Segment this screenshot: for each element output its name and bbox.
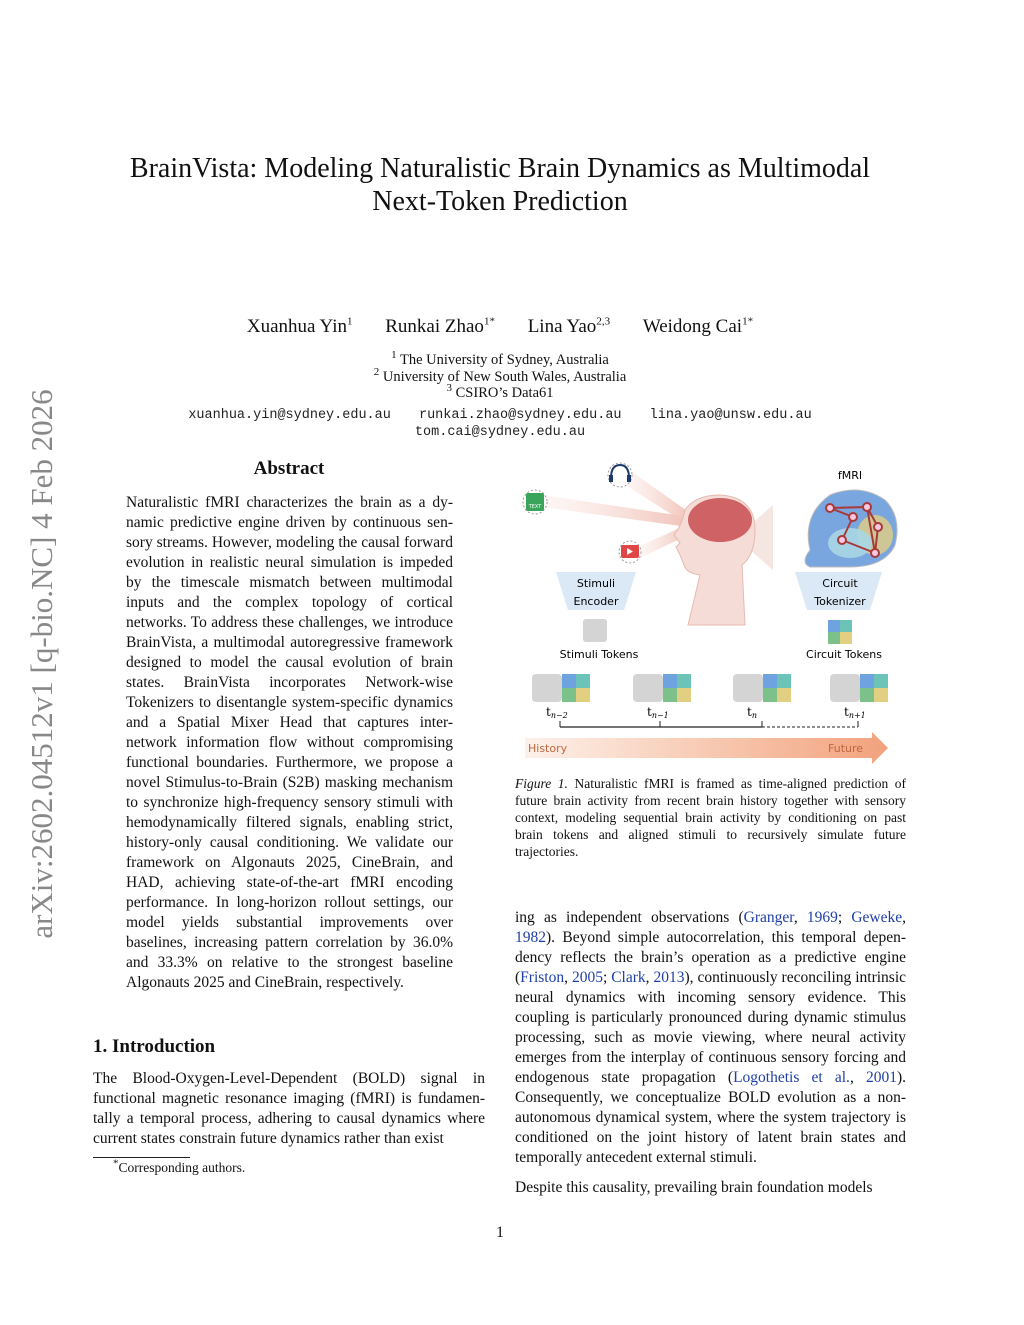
brain-icon <box>688 498 752 542</box>
stimuli-token <box>583 619 607 642</box>
circuit-token-cell <box>874 674 888 688</box>
circuit-token-cell <box>576 688 590 702</box>
arxiv-identifier: arXiv:2602.04512v1 [q-bio.NC] 4 Feb 2026 <box>24 389 59 939</box>
citation-link[interactable]: 2005 <box>571 969 603 986</box>
circuit-token-cell <box>763 688 777 702</box>
text-segment: , <box>645 969 654 986</box>
footnote-mark: * <box>113 1157 119 1170</box>
text-segment: , <box>564 969 572 986</box>
citation-link[interactable]: 2001 <box>865 1069 897 1086</box>
stimuli-token <box>633 674 663 702</box>
svg-text:TEXT: TEXT <box>528 504 542 510</box>
circuit-tokenizer <box>795 572 882 610</box>
token-pair <box>532 674 590 720</box>
emails <box>0 407 1000 441</box>
title-line-2: Next-Token Prediction <box>372 186 628 217</box>
text-segment: , <box>793 909 807 926</box>
circuit-token-cell <box>860 688 874 702</box>
stimuli-token <box>830 674 860 702</box>
affiliation-text: CSIRO’s Data61 <box>455 385 554 401</box>
affiliation-sup: 2 <box>373 365 380 378</box>
footnote-rule <box>93 1157 190 1158</box>
citation-link[interactable]: Clark <box>611 969 646 986</box>
stimuli-encoder <box>556 572 636 610</box>
abstract-text: Naturalistic fMRI characterizes the brain as a dynamic predictive engine driven by continuous sensory streams. However, modeling the causal forward evolution in realistic neural simulation is impeded by the timescale mismatch between multimodal inputs and the complex topology of cortical networks. To address these challenges, we introduce BrainVista, a multimodal autoregressive framework designed to model the causal evolution of brain states. BrainVista incorporates Network-wise Tokenizers to disentangle system-specific dynamics and a Spatial Mixer Head that captures inter-network information flow without compromising functional boundaries. Furthermore, we propose a novel Stimulus-to-Brain (S2B) masking mechanism to synchronize high-frequency sensory stimuli with hemodynamically filtered signals, enabling strict, history-only causal conditioning. We validate our framework on Algonauts 2025, CineBrain, and HAD, achieving state-of-the-art fMRI encoding performance. In long-horizon rollout settings, our model yields substantial improvements over baselines, increasing pattern correlation by 36.0% and 33.3% on relative to the strongest baseline Algonauts 2025 and CineBrain, respectively. <box>126 494 453 991</box>
author-name: Runkai Zhao <box>385 316 484 337</box>
timestep-subscript: n−2 <box>550 711 568 720</box>
author-sup: 1* <box>742 315 754 328</box>
author-list <box>0 316 1000 338</box>
author-sup: 1 <box>347 315 353 328</box>
title-line-1: BrainVista: Modeling Naturalistic Brain Dynamics as Multimodal <box>129 153 871 184</box>
svg-text:Encoder: Encoder <box>573 595 619 608</box>
affiliation <box>0 365 1000 386</box>
email[interactable]: tom.cai@sydney.edu.au <box>414 425 586 440</box>
circuit-token <box>828 620 852 644</box>
svg-text:fMRI: fMRI <box>837 469 863 482</box>
svg-text:Future: Future <box>828 742 864 755</box>
author-sup: 2,3 <box>596 315 611 328</box>
circuit-token-cell <box>663 688 677 702</box>
citation-link[interactable]: Friston <box>520 969 565 986</box>
citation-link[interactable]: 2013 <box>653 969 685 986</box>
author <box>528 316 610 337</box>
page-number: 1 <box>496 1224 504 1241</box>
affiliation-text: The University of Sydney, Australia <box>400 352 609 368</box>
circuit-token-cell <box>677 688 691 702</box>
footnote-text: Corresponding authors. <box>118 1160 246 1175</box>
circuit-token-cell <box>874 688 888 702</box>
timestep-subscript: n+1 <box>848 711 866 720</box>
left-column <box>93 457 485 1176</box>
affiliation <box>0 349 1000 369</box>
author <box>247 316 353 337</box>
text-segment: ing as independent observations ( <box>515 909 744 926</box>
affiliations <box>0 349 1000 402</box>
timestep-label: tn <box>747 705 757 720</box>
text-icon <box>523 490 547 514</box>
abstract-heading: Abstract <box>253 458 325 479</box>
circuit-token-cell <box>777 674 791 688</box>
timestep-label: tn−1 <box>647 705 669 720</box>
timestep-subscript: n <box>751 711 757 720</box>
timestep-label: tn+1 <box>844 705 866 720</box>
headphones-icon <box>608 463 632 487</box>
history-future-arrow <box>525 732 888 764</box>
figure-1 <box>510 455 910 765</box>
author-name: Xuanhua Yin <box>246 316 347 337</box>
citation-link[interactable]: Granger <box>743 909 794 926</box>
affiliation-sup: 1 <box>391 349 397 362</box>
author <box>643 316 753 337</box>
stimuli-token <box>532 674 562 702</box>
author-name: Lina Yao <box>527 316 597 337</box>
token-pair <box>830 674 888 720</box>
svg-text:Stimuli: Stimuli <box>576 577 616 590</box>
circuit-token-cell <box>562 688 576 702</box>
text-segment: , <box>849 1069 866 1086</box>
email[interactable]: runkai.zhao@sydney.edu.au <box>418 408 622 423</box>
introduction-paragraph-2: Despite this causality, prevailing brain foundation models <box>515 1179 873 1196</box>
figure-caption <box>515 775 906 860</box>
citation-link[interactable]: 1969 <box>806 909 838 926</box>
affiliation-sup: 3 <box>446 382 452 395</box>
timestep-subscript: n−1 <box>651 711 669 720</box>
token-pair <box>733 674 791 720</box>
paper-title <box>0 152 1000 218</box>
circuit-token-cell <box>763 674 777 688</box>
timestep-label: tn−2 <box>546 705 568 720</box>
affiliation-text: University of New South Wales, Australia <box>382 368 627 385</box>
text-segment: ; <box>837 909 852 926</box>
introduction-text: The Blood-Oxygen-Level-Dependent (BOLD) signal in functional magnetic resonance imaging (fMRI) is fundamentally a temporal process, adhering to causal dynamics where current states constrain future dynamics rather than exist <box>93 1070 485 1147</box>
head-illustration <box>674 495 755 625</box>
affiliation <box>0 382 1000 402</box>
fmri-brain <box>805 469 897 567</box>
circuit-token-cell <box>777 688 791 702</box>
stimuli-tokens-label: Stimuli Tokens <box>559 648 639 661</box>
svg-text:Circuit: Circuit <box>822 577 858 590</box>
stimuli-token <box>733 674 763 702</box>
text-segment: ), continuously reconciling intrinsic neural dynamics with incoming sensory evidence. This coupling is particularly pronounced during dynamic stimulus processing, such as movie viewing, where neural activity emerges from the interplay of continuous sensory forcing and endogenous state propagation ( <box>515 969 907 1086</box>
circuit-token-cell <box>677 674 691 688</box>
caption-text: Naturalistic fMRI is framed as time-aligned prediction of future brain activity from recent brain history together with sensory context, modeling sequential brain activity by conditioning on past brain tokens and aligned stimuli to recursively simulate future trajectories. <box>515 776 906 859</box>
timeline <box>560 721 858 727</box>
text-segment: ). Consequently, we conceptualize BOLD evolution as a non-autonomous dynamical system, where the system trajectory is conditioned on the joint history of latent brain states and temporally antecedent external stimuli. <box>515 1069 907 1166</box>
email[interactable]: lina.yao@unsw.edu.au <box>649 408 812 423</box>
citation-link[interactable]: 1982 <box>515 929 546 946</box>
author-sup: 1* <box>483 315 495 328</box>
email[interactable]: xuanhua.yin@sydney.edu.au <box>188 408 391 423</box>
caption-label: Figure 1. <box>515 776 568 791</box>
introduction-heading: 1. Introduction <box>93 1036 216 1057</box>
circuit-token-cell <box>663 674 677 688</box>
svg-text:Tokenizer: Tokenizer <box>814 595 866 608</box>
token-pair <box>633 674 691 720</box>
author <box>385 316 495 337</box>
circuit-tokens-label: Circuit Tokens <box>806 648 882 661</box>
citation-link[interactable]: Geweke <box>851 909 903 926</box>
video-icon <box>619 541 641 563</box>
text-segment: ). Beyond simple autocorrelation, this temporal dependency reflects the brain’s operation as a predictive engine ( <box>515 929 906 986</box>
text-segment: , <box>902 909 906 926</box>
circuit-token-cell <box>860 674 874 688</box>
svg-text:History: History <box>528 742 568 755</box>
author-name: Weidong Cai <box>642 316 743 337</box>
footnote <box>113 1157 485 1176</box>
text-segment: ; <box>602 969 612 986</box>
citation-link[interactable]: Logothetis et al. <box>733 1069 850 1086</box>
introduction-continued <box>515 908 906 1168</box>
circuit-token-cell <box>576 674 590 688</box>
circuit-token-cell <box>562 674 576 688</box>
right-column <box>515 455 906 1198</box>
